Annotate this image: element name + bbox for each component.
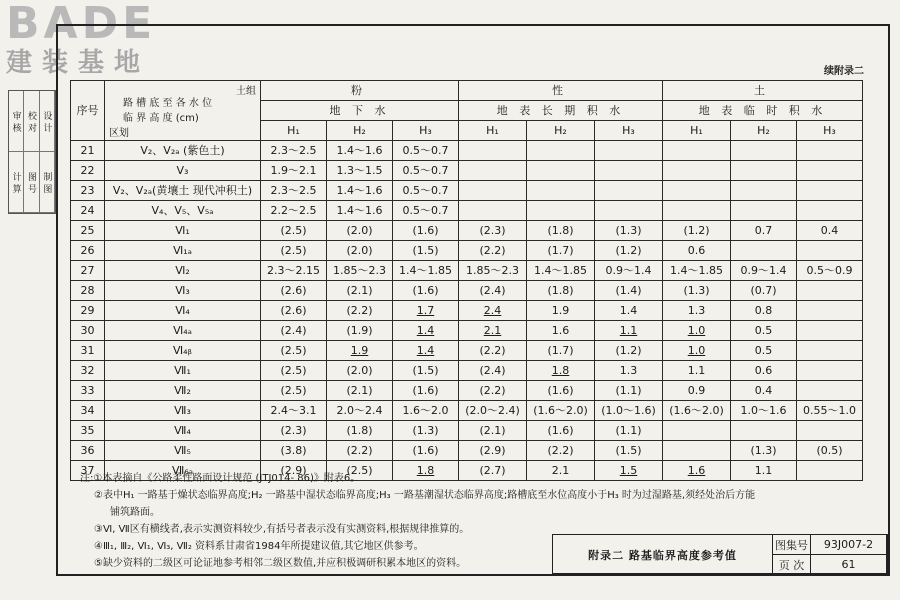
- zone-cell: Ⅶ₃: [105, 401, 261, 421]
- row-number: 21: [71, 141, 105, 161]
- value-cell: [797, 321, 863, 341]
- group-long-term: 地 表 长 期 积 水: [459, 101, 663, 121]
- value-cell: (2.1): [327, 381, 393, 401]
- table-row: [71, 261, 863, 281]
- row-number: 31: [71, 341, 105, 361]
- value-cell: (1.0～1.6): [595, 401, 663, 421]
- value-cell: 1.8: [393, 461, 459, 481]
- sidebar-cell: 图 号: [24, 152, 39, 213]
- value-cell: (2.3): [459, 221, 527, 241]
- value-cell: 2.2～2.5: [261, 201, 327, 221]
- note-line: ②表中H₁ 一路基于燥状态临界高度;H₂ 一路基中湿状态临界高度;H₃ 一路基潮湿状态临界高度;路槽底至水位高度小于H₃ 时为过湿路基,须经处治后方能: [94, 490, 756, 501]
- diag-zone-label: 区划: [109, 127, 129, 139]
- table-row: [71, 241, 863, 261]
- zone-cell: Ⅵ₁ₐ: [105, 241, 261, 261]
- value-cell: 1.4: [393, 321, 459, 341]
- note-line: ④Ⅲ₁, Ⅲ₂, Ⅵ₁, Ⅵ₃, Ⅶ₂ 资料系甘肃省1984年所提建议值,其它地区供参考。: [94, 541, 424, 552]
- table-body: [71, 141, 863, 481]
- value-cell: (1.1): [595, 421, 663, 441]
- table-row: [71, 421, 863, 441]
- note-line: 铺筑路面。: [110, 507, 160, 518]
- group-groundwater: 地 下 水: [261, 101, 459, 121]
- table-row: [71, 221, 863, 241]
- value-cell: (1.1): [595, 381, 663, 401]
- value-cell: [797, 341, 863, 361]
- row-number: 26: [71, 241, 105, 261]
- table-row: [71, 341, 863, 361]
- value-cell: (0.5): [797, 441, 863, 461]
- row-number: 24: [71, 201, 105, 221]
- value-cell: (1.2): [663, 221, 731, 241]
- value-cell: (2.1): [327, 281, 393, 301]
- table-row: [71, 301, 863, 321]
- value-cell: (2.5): [261, 341, 327, 361]
- value-cell: [459, 161, 527, 181]
- value-cell: [527, 201, 595, 221]
- value-cell: 1.4～1.6: [327, 181, 393, 201]
- value-cell: 1.4: [595, 301, 663, 321]
- value-cell: [663, 181, 731, 201]
- h-label: H₁: [459, 121, 527, 141]
- value-cell: 0.4: [797, 221, 863, 241]
- value-cell: 1.9: [327, 341, 393, 361]
- value-cell: 0.5～0.7: [393, 201, 459, 221]
- zone-cell: V₃: [105, 161, 261, 181]
- value-cell: (2.2): [327, 441, 393, 461]
- value-cell: (2.5): [261, 221, 327, 241]
- value-cell: (2.7): [459, 461, 527, 481]
- table-row: [71, 181, 863, 201]
- value-cell: [797, 141, 863, 161]
- value-cell: 0.6: [663, 241, 731, 261]
- h-label: H₁: [261, 121, 327, 141]
- note-line: ③Ⅵ, Ⅶ区有横线者,表示实测资料较少,有括号者表示没有实测资料,根据规律推算的。: [94, 524, 470, 535]
- value-cell: (1.2): [595, 341, 663, 361]
- value-cell: [595, 141, 663, 161]
- row-number: 28: [71, 281, 105, 301]
- value-cell: 2.4: [459, 301, 527, 321]
- value-cell: (2.6): [261, 281, 327, 301]
- sidebar-cell: 计 算: [9, 152, 24, 213]
- watermark-subtext: 建装基地: [6, 48, 151, 78]
- value-cell: 1.3: [663, 301, 731, 321]
- page-label: 页 次: [773, 555, 811, 575]
- group-temporary: 地 表 临 时 积 水: [663, 101, 863, 121]
- value-cell: [731, 241, 797, 261]
- value-cell: 1.6: [663, 461, 731, 481]
- h-label: H₂: [327, 121, 393, 141]
- watermark-text: BADE: [6, 0, 157, 49]
- value-cell: [459, 181, 527, 201]
- row-number: 22: [71, 161, 105, 181]
- value-cell: (2.2): [459, 241, 527, 261]
- zone-cell: V₄、V₅、V₅ₐ: [105, 201, 261, 221]
- value-cell: [663, 161, 731, 181]
- value-cell: [663, 441, 731, 461]
- value-cell: 1.9: [527, 301, 595, 321]
- value-cell: [731, 161, 797, 181]
- value-cell: (2.3): [261, 421, 327, 441]
- value-cell: (2.2): [327, 301, 393, 321]
- value-cell: (1.6～2.0): [663, 401, 731, 421]
- value-cell: (1.3): [595, 221, 663, 241]
- table-row: [71, 281, 863, 301]
- value-cell: [527, 181, 595, 201]
- value-cell: [797, 201, 863, 221]
- value-cell: (1.5): [393, 361, 459, 381]
- h-label: H₃: [595, 121, 663, 141]
- zone-cell: Ⅵ₂: [105, 261, 261, 281]
- value-cell: 1.3～1.5: [327, 161, 393, 181]
- value-cell: (1.3): [663, 281, 731, 301]
- soil-char-3: 土: [663, 81, 863, 101]
- table-row: [71, 141, 863, 161]
- sidebar-cell: 审 核: [9, 91, 24, 152]
- value-cell: [731, 201, 797, 221]
- value-cell: [595, 201, 663, 221]
- value-cell: 0.5～0.7: [393, 181, 459, 201]
- table-row: [71, 361, 863, 381]
- value-cell: (2.9): [261, 461, 327, 481]
- value-cell: 1.6: [527, 321, 595, 341]
- value-cell: (2.4): [459, 361, 527, 381]
- h-label: H₃: [797, 121, 863, 141]
- value-cell: (2.5): [327, 461, 393, 481]
- value-cell: [797, 381, 863, 401]
- value-cell: 1.4～1.85: [527, 261, 595, 281]
- value-cell: (2.6): [261, 301, 327, 321]
- critical-height-table: [70, 80, 863, 481]
- value-cell: 1.8: [527, 361, 595, 381]
- row-number: 29: [71, 301, 105, 321]
- table-row: [71, 321, 863, 341]
- value-cell: [797, 421, 863, 441]
- value-cell: (2.0): [327, 241, 393, 261]
- soil-char-2: 性: [459, 81, 663, 101]
- value-cell: [797, 301, 863, 321]
- value-cell: 0.55～1.0: [797, 401, 863, 421]
- value-cell: [595, 161, 663, 181]
- value-cell: [459, 141, 527, 161]
- value-cell: [797, 281, 863, 301]
- value-cell: (2.2): [527, 441, 595, 461]
- value-cell: [797, 241, 863, 261]
- zone-cell: Ⅵ₄ᵦ: [105, 341, 261, 361]
- value-cell: 0.9: [663, 381, 731, 401]
- value-cell: (1.8): [527, 281, 595, 301]
- value-cell: [527, 141, 595, 161]
- value-cell: 1.1: [731, 461, 797, 481]
- value-cell: (2.5): [261, 241, 327, 261]
- value-cell: 0.5: [731, 341, 797, 361]
- value-cell: 1.0: [663, 341, 731, 361]
- value-cell: (1.8): [527, 221, 595, 241]
- value-cell: 2.1: [459, 321, 527, 341]
- value-cell: 1.3: [595, 361, 663, 381]
- continued-label: 续附录二: [824, 66, 864, 77]
- zone-cell: Ⅵ₁: [105, 221, 261, 241]
- value-cell: (2.5): [261, 361, 327, 381]
- value-cell: 2.0～2.4: [327, 401, 393, 421]
- page-number: 61: [811, 555, 887, 575]
- value-cell: (1.6～2.0): [527, 401, 595, 421]
- diag-line2: 临 界 高 度 (cm): [123, 112, 199, 124]
- h-label: H₂: [527, 121, 595, 141]
- note-line: 注:①本表摘自《公路柔性路面设计规范 (JTJ014- 86)》附表6。: [80, 473, 361, 484]
- value-cell: 0.9～1.4: [731, 261, 797, 281]
- zone-cell: V₂、V₂ₐ (紫色土): [105, 141, 261, 161]
- value-cell: [797, 161, 863, 181]
- value-cell: (1.9): [327, 321, 393, 341]
- value-cell: [663, 141, 731, 161]
- value-cell: [595, 181, 663, 201]
- sidebar-cell: 制 图: [40, 152, 55, 213]
- value-cell: (1.8): [327, 421, 393, 441]
- row-number: 23: [71, 181, 105, 201]
- value-cell: 1.4: [393, 341, 459, 361]
- approval-sidebar: [8, 90, 56, 214]
- value-cell: 1.4～1.6: [327, 141, 393, 161]
- value-cell: 1.0: [663, 321, 731, 341]
- atlas-number: 93J007-2: [811, 535, 887, 555]
- value-cell: 2.3～2.5: [261, 181, 327, 201]
- value-cell: (2.0): [327, 361, 393, 381]
- value-cell: 1.85～2.3: [459, 261, 527, 281]
- value-cell: [731, 421, 797, 441]
- value-cell: 0.5: [731, 321, 797, 341]
- value-cell: (1.6): [527, 381, 595, 401]
- seq-header: 序号: [71, 81, 105, 141]
- value-cell: (1.5): [595, 441, 663, 461]
- value-cell: (1.3): [393, 421, 459, 441]
- diag-soil-label: 土组: [236, 85, 256, 97]
- row-number: 36: [71, 441, 105, 461]
- sidebar-cell: 校 对: [24, 91, 39, 152]
- zone-cell: Ⅵ₄: [105, 301, 261, 321]
- zone-cell: Ⅶ₅: [105, 441, 261, 461]
- value-cell: (2.0): [327, 221, 393, 241]
- value-cell: [663, 201, 731, 221]
- value-cell: 1.5: [595, 461, 663, 481]
- zone-cell: Ⅶ₂: [105, 381, 261, 401]
- value-cell: (0.7): [731, 281, 797, 301]
- row-number: 37: [71, 461, 105, 481]
- value-cell: 0.5～0.7: [393, 141, 459, 161]
- sidebar-cell: 设 计: [40, 91, 55, 152]
- value-cell: (1.3): [731, 441, 797, 461]
- row-number: 27: [71, 261, 105, 281]
- value-cell: (1.6): [527, 421, 595, 441]
- table-row: [71, 161, 863, 181]
- value-cell: 0.5～0.7: [393, 161, 459, 181]
- value-cell: 2.1: [527, 461, 595, 481]
- h-label: H₁: [663, 121, 731, 141]
- value-cell: 2.4～3.1: [261, 401, 327, 421]
- value-cell: 1.4～1.85: [663, 261, 731, 281]
- value-cell: (2.4): [459, 281, 527, 301]
- value-cell: (1.4): [595, 281, 663, 301]
- soil-char-1: 粉: [261, 81, 459, 101]
- value-cell: (3.8): [261, 441, 327, 461]
- value-cell: (1.2): [595, 241, 663, 261]
- value-cell: 1.7: [393, 301, 459, 321]
- value-cell: 1.4～1.85: [393, 261, 459, 281]
- table-row: [71, 441, 863, 461]
- value-cell: [797, 361, 863, 381]
- value-cell: [459, 201, 527, 221]
- value-cell: 1.4～1.6: [327, 201, 393, 221]
- table-row: [71, 201, 863, 221]
- value-cell: (1.6): [393, 381, 459, 401]
- value-cell: (1.7): [527, 241, 595, 261]
- value-cell: [731, 141, 797, 161]
- value-cell: (1.6): [393, 441, 459, 461]
- value-cell: (1.5): [393, 241, 459, 261]
- value-cell: (2.2): [459, 341, 527, 361]
- row-number: 34: [71, 401, 105, 421]
- value-cell: 0.7: [731, 221, 797, 241]
- value-cell: 0.6: [731, 361, 797, 381]
- value-cell: 1.85～2.3: [327, 261, 393, 281]
- atlas-label: 图集号: [773, 535, 811, 555]
- drawing-title: 附录二 路基临界高度参考值: [553, 535, 773, 575]
- value-cell: [731, 181, 797, 201]
- zone-cell: Ⅶ₆ₐ: [105, 461, 261, 481]
- value-cell: (2.0～2.4): [459, 401, 527, 421]
- zone-cell: V₂、V₂ₐ(黄壤土 现代冲积土): [105, 181, 261, 201]
- value-cell: (1.6): [393, 281, 459, 301]
- value-cell: 2.3～2.15: [261, 261, 327, 281]
- table-row: [71, 381, 863, 401]
- h-label: H₃: [393, 121, 459, 141]
- value-cell: 1.1: [663, 361, 731, 381]
- value-cell: 1.1: [595, 321, 663, 341]
- title-block: [552, 534, 888, 574]
- h-label: H₂: [731, 121, 797, 141]
- value-cell: 0.9～1.4: [595, 261, 663, 281]
- value-cell: (1.6): [393, 221, 459, 241]
- value-cell: [527, 161, 595, 181]
- table-row: [71, 401, 863, 421]
- zone-cell: Ⅵ₃: [105, 281, 261, 301]
- value-cell: 1.6～2.0: [393, 401, 459, 421]
- zone-cell: Ⅵ₄ₐ: [105, 321, 261, 341]
- zone-cell: Ⅶ₄: [105, 421, 261, 441]
- row-number: 35: [71, 421, 105, 441]
- value-cell: 0.5～0.9: [797, 261, 863, 281]
- row-number: 32: [71, 361, 105, 381]
- row-number: 25: [71, 221, 105, 241]
- diag-line1: 路 槽 底 至 各 水 位: [123, 97, 213, 109]
- value-cell: 0.8: [731, 301, 797, 321]
- value-cell: 0.4: [731, 381, 797, 401]
- value-cell: (2.2): [459, 381, 527, 401]
- value-cell: (2.1): [459, 421, 527, 441]
- diagonal-header: [105, 81, 261, 141]
- value-cell: (2.9): [459, 441, 527, 461]
- value-cell: 1.0～1.6: [731, 401, 797, 421]
- zone-cell: Ⅶ₁: [105, 361, 261, 381]
- row-number: 33: [71, 381, 105, 401]
- value-cell: (1.7): [527, 341, 595, 361]
- value-cell: [797, 181, 863, 201]
- value-cell: 2.3～2.5: [261, 141, 327, 161]
- row-number: 30: [71, 321, 105, 341]
- value-cell: (2.5): [261, 381, 327, 401]
- value-cell: [663, 421, 731, 441]
- value-cell: 1.9～2.1: [261, 161, 327, 181]
- note-line: ⑤缺少资料的二级区可论证地参考相邻二级区数值,并应积极调研积累本地区的资料。: [94, 558, 467, 569]
- value-cell: (2.4): [261, 321, 327, 341]
